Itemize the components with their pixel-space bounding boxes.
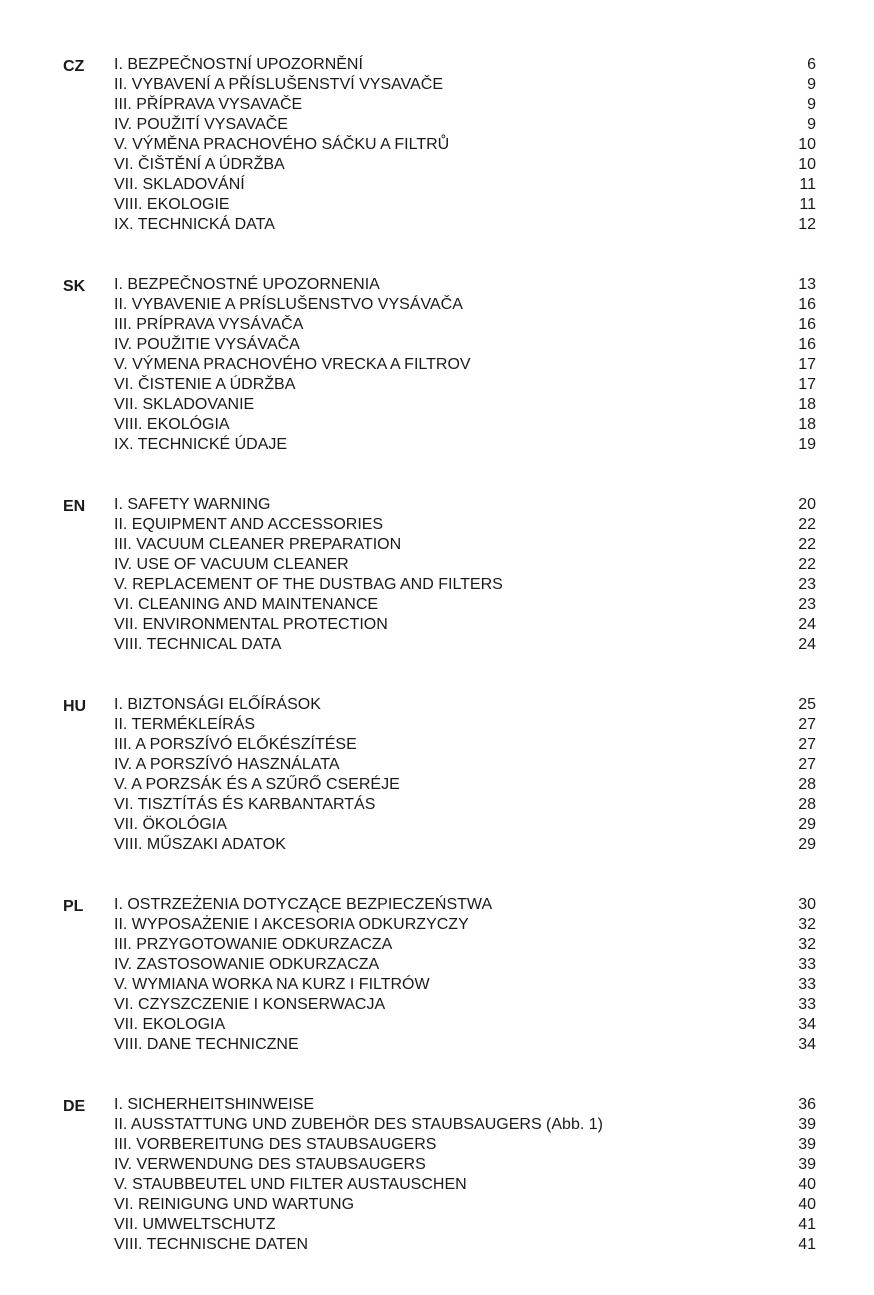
toc-entry xyxy=(0,55,874,75)
toc-entry xyxy=(0,615,874,635)
toc-entry-page-number: 9 xyxy=(807,116,816,133)
toc-entry-page-number: 28 xyxy=(798,776,816,793)
toc-entry xyxy=(0,495,874,515)
toc-entry-page-number: 32 xyxy=(798,916,816,933)
toc-entry xyxy=(0,275,874,295)
toc-entry-title: I. BEZPEČNOSTNÉ UPOZORNENIA xyxy=(114,276,380,293)
toc-entry-page-number: 40 xyxy=(798,1196,816,1213)
toc-entry-title: VIII. EKOLÓGIA xyxy=(114,416,230,433)
toc-entry xyxy=(0,795,874,815)
toc-entry-title: IX. TECHNICKÉ ÚDAJE xyxy=(114,436,288,453)
toc-entry-page-number: 24 xyxy=(798,636,816,653)
toc-entry-page-number: 16 xyxy=(798,316,816,333)
toc-entry-title: VIII. TECHNISCHE DATEN xyxy=(114,1236,309,1253)
toc-entry xyxy=(0,135,874,155)
toc-entry-page-number: 10 xyxy=(798,136,816,153)
language-code: CZ xyxy=(63,58,85,75)
toc-entry xyxy=(0,315,874,335)
toc-entry-title: VI. CZYSZCZENIE I KONSERWACJA xyxy=(114,996,386,1013)
toc-section xyxy=(0,695,874,855)
toc-entry-title: VI. REINIGUNG UND WARTUNG xyxy=(114,1196,355,1213)
toc-entry-title: I. BEZPEČNOSTNÍ UPOZORNĚNÍ xyxy=(114,56,363,73)
toc-entry-title: II. TERMÉKLEÍRÁS xyxy=(114,716,256,733)
language-code: PL xyxy=(63,898,84,915)
toc-entry xyxy=(0,415,874,435)
toc-entry-title: III. PRÍPRAVA VYSÁVAČA xyxy=(114,316,304,333)
toc-entry-page-number: 13 xyxy=(798,276,816,293)
toc-entry xyxy=(0,215,874,235)
toc-entry-page-number: 22 xyxy=(798,536,816,553)
toc-entry xyxy=(0,75,874,95)
toc-entry-title: IV. VERWENDUNG DES STAUBSAUGERS xyxy=(114,1156,426,1173)
toc-entry-title: VII. ÖKOLÓGIA xyxy=(114,816,227,833)
toc-entry-title: VII. ENVIRONMENTAL PROTECTION xyxy=(114,616,388,633)
toc-entry-title: II. EQUIPMENT AND ACCESSORIES xyxy=(114,516,384,533)
toc-entry-title: I. SAFETY WARNING xyxy=(114,496,271,513)
toc-entry xyxy=(0,155,874,175)
toc-entry-title: IX. TECHNICKÁ DATA xyxy=(114,216,275,233)
toc-entry-title: VII. EKOLOGIA xyxy=(114,1016,226,1033)
language-code: SK xyxy=(63,278,86,295)
toc-entry-title: VI. ČISTENIE A ÚDRŽBA xyxy=(114,376,296,393)
toc-entry-page-number: 28 xyxy=(798,796,816,813)
toc-section xyxy=(0,55,874,235)
toc-entry xyxy=(0,995,874,1015)
toc-entry xyxy=(0,1235,874,1255)
toc-entry-title: VII. SKLADOVÁNÍ xyxy=(114,176,245,193)
toc-entry-title: II. WYPOSAŻENIE I AKCESORIA ODKURZYCZY xyxy=(114,916,469,933)
toc-entry-page-number: 11 xyxy=(799,176,816,193)
toc-entry xyxy=(0,1095,874,1115)
toc-entry xyxy=(0,1115,874,1135)
toc-entry xyxy=(0,1135,874,1155)
toc-section xyxy=(0,895,874,1055)
toc-entry-title: V. VÝMENA PRACHOVÉHO VRECKA A FILTROV xyxy=(114,356,471,373)
toc-entry xyxy=(0,395,874,415)
toc-entry-title: V. REPLACEMENT OF THE DUSTBAG AND FILTERS xyxy=(114,576,503,593)
toc-entry xyxy=(0,595,874,615)
toc-entry-page-number: 23 xyxy=(798,576,816,593)
toc-entry-title: V. A PORZSÁK ÉS A SZŰRŐ CSERÉJE xyxy=(114,776,400,793)
toc-entry-page-number: 9 xyxy=(807,96,816,113)
toc-entry-page-number: 30 xyxy=(798,896,816,913)
toc-entry xyxy=(0,295,874,315)
toc-entry-page-number: 16 xyxy=(798,296,816,313)
toc-entry-title: IV. POUŽITÍ VYSAVAČE xyxy=(114,116,288,133)
toc-entry-page-number: 34 xyxy=(798,1016,816,1033)
toc-entry-page-number: 20 xyxy=(798,496,816,513)
toc-entry-title: III. VORBEREITUNG DES STAUBSAUGERS xyxy=(114,1136,437,1153)
toc-entry xyxy=(0,335,874,355)
toc-entry-title: VI. ČIŠTĚNÍ A ÚDRŽBA xyxy=(114,156,285,173)
toc-entry-page-number: 33 xyxy=(798,956,816,973)
toc-entry-page-number: 18 xyxy=(798,396,816,413)
toc-entry-title: VI. CLEANING AND MAINTENANCE xyxy=(114,596,379,613)
toc-entry-title: II. VYBAVENIE A PRÍSLUŠENSTVO VYSÁVAČA xyxy=(114,296,463,313)
toc-entry-title: VIII. TECHNICAL DATA xyxy=(114,636,282,653)
toc-entry-title: V. VÝMĚNA PRACHOVÉHO SÁČKU A FILTRŮ xyxy=(114,136,450,153)
toc-section xyxy=(0,495,874,655)
toc-entry-page-number: 41 xyxy=(798,1236,816,1253)
toc-entry-page-number: 17 xyxy=(798,376,816,393)
toc-entry-title: IV. USE OF VACUUM CLEANER xyxy=(114,556,349,573)
toc-entry xyxy=(0,755,874,775)
toc-entry xyxy=(0,375,874,395)
toc-entry-title: IV. A PORSZÍVÓ HASZNÁLATA xyxy=(114,756,340,773)
toc-entry xyxy=(0,195,874,215)
toc-entry-page-number: 16 xyxy=(798,336,816,353)
toc-entry xyxy=(0,955,874,975)
toc-entry xyxy=(0,915,874,935)
toc-entry-page-number: 33 xyxy=(798,996,816,1013)
toc-entry xyxy=(0,975,874,995)
toc-entry-title: VIII. MŰSZAKI ADATOK xyxy=(114,836,286,853)
toc-entry-page-number: 29 xyxy=(798,836,816,853)
toc-entry-title: V. STAUBBEUTEL UND FILTER AUSTAUSCHEN xyxy=(114,1176,467,1193)
toc-section xyxy=(0,275,874,455)
toc-entry-page-number: 25 xyxy=(798,696,816,713)
toc-entry xyxy=(0,115,874,135)
toc-entry-page-number: 9 xyxy=(807,76,816,93)
toc-entry-page-number: 29 xyxy=(798,816,816,833)
toc-entry-page-number: 27 xyxy=(798,756,816,773)
toc-entry-page-number: 18 xyxy=(798,416,816,433)
toc-entry-title: III. VACUUM CLEANER PREPARATION xyxy=(114,536,402,553)
language-code: EN xyxy=(63,498,86,515)
toc-entry-page-number: 22 xyxy=(798,516,816,533)
toc-entry-page-number: 39 xyxy=(798,1156,816,1173)
toc-entry-title: VII. UMWELTSCHUTZ xyxy=(114,1216,276,1233)
toc-entry-title: I. BIZTONSÁGI ELŐÍRÁSOK xyxy=(114,696,321,713)
toc-entry-page-number: 27 xyxy=(798,716,816,733)
toc-entry-page-number: 23 xyxy=(798,596,816,613)
toc-entry-page-number: 39 xyxy=(798,1116,816,1133)
toc-entry-page-number: 27 xyxy=(798,736,816,753)
toc-entry xyxy=(0,555,874,575)
toc-entry-title: VII. SKLADOVANIE xyxy=(114,396,255,413)
toc-entry xyxy=(0,735,874,755)
toc-entry-title: III. A PORSZÍVÓ ELŐKÉSZÍTÉSE xyxy=(114,736,357,753)
toc-entry-page-number: 17 xyxy=(798,356,816,373)
toc-entry-page-number: 11 xyxy=(799,196,816,213)
toc-entry-page-number: 19 xyxy=(798,436,816,453)
language-code: DE xyxy=(63,1098,86,1115)
toc-entry-page-number: 24 xyxy=(798,616,816,633)
toc-entry xyxy=(0,535,874,555)
toc-entry-title: I. SICHERHEITSHINWEISE xyxy=(114,1096,315,1113)
toc-entry-title: II. VYBAVENÍ A PŘÍSLUŠENSTVÍ VYSAVAČE xyxy=(114,76,444,93)
toc-entry xyxy=(0,695,874,715)
language-code: HU xyxy=(63,698,87,715)
toc-entry xyxy=(0,815,874,835)
toc-entry-page-number: 39 xyxy=(798,1136,816,1153)
toc-entry-page-number: 10 xyxy=(798,156,816,173)
toc-entry-title: IV. ZASTOSOWANIE ODKURZACZA xyxy=(114,956,380,973)
toc-entry xyxy=(0,1215,874,1235)
toc-entry-title: III. PŘÍPRAVA VYSAVAČE xyxy=(114,96,303,113)
toc-entry-page-number: 40 xyxy=(798,1176,816,1193)
toc-entry-page-number: 41 xyxy=(798,1216,816,1233)
toc-entry xyxy=(0,895,874,915)
toc-entry xyxy=(0,575,874,595)
toc-entry-page-number: 34 xyxy=(798,1036,816,1053)
toc-entry-title: VIII. EKOLOGIE xyxy=(114,196,230,213)
toc-entry-page-number: 12 xyxy=(798,216,816,233)
toc-entry-title: IV. POUŽITIE VYSÁVAČA xyxy=(114,336,300,353)
toc-entry-page-number: 36 xyxy=(798,1096,816,1113)
toc-entry xyxy=(0,715,874,735)
toc-entry xyxy=(0,1155,874,1175)
toc-entry-title: I. OSTRZEŻENIA DOTYCZĄCE BEZPIECZEŃSTWA xyxy=(114,896,493,913)
toc-section xyxy=(0,1095,874,1255)
toc-entry-page-number: 6 xyxy=(807,56,816,73)
toc-entry xyxy=(0,515,874,535)
toc-entry xyxy=(0,175,874,195)
toc-entry xyxy=(0,775,874,795)
toc-entry xyxy=(0,1015,874,1035)
toc-entry-title: III. PRZYGOTOWANIE ODKURZACZA xyxy=(114,936,393,953)
toc-entry-page-number: 22 xyxy=(798,556,816,573)
toc-entry xyxy=(0,835,874,855)
table-of-contents xyxy=(0,55,874,1295)
toc-entry-title: VI. TISZTÍTÁS ÉS KARBANTARTÁS xyxy=(114,796,376,813)
toc-entry xyxy=(0,1195,874,1215)
toc-entry-title: V. WYMIANA WORKA NA KURZ I FILTRÓW xyxy=(114,976,430,993)
toc-entry xyxy=(0,95,874,115)
toc-entry xyxy=(0,435,874,455)
toc-entry-page-number: 33 xyxy=(798,976,816,993)
toc-entry xyxy=(0,1175,874,1195)
toc-entry-page-number: 32 xyxy=(798,936,816,953)
toc-entry-title: VIII. DANE TECHNICZNE xyxy=(114,1036,299,1053)
toc-entry xyxy=(0,1035,874,1055)
toc-entry xyxy=(0,355,874,375)
toc-entry xyxy=(0,935,874,955)
toc-entry xyxy=(0,635,874,655)
toc-entry-title: II. AUSSTATTUNG UND ZUBEHÖR DES STAUBSAUGERS (Abb. 1) xyxy=(114,1116,603,1133)
